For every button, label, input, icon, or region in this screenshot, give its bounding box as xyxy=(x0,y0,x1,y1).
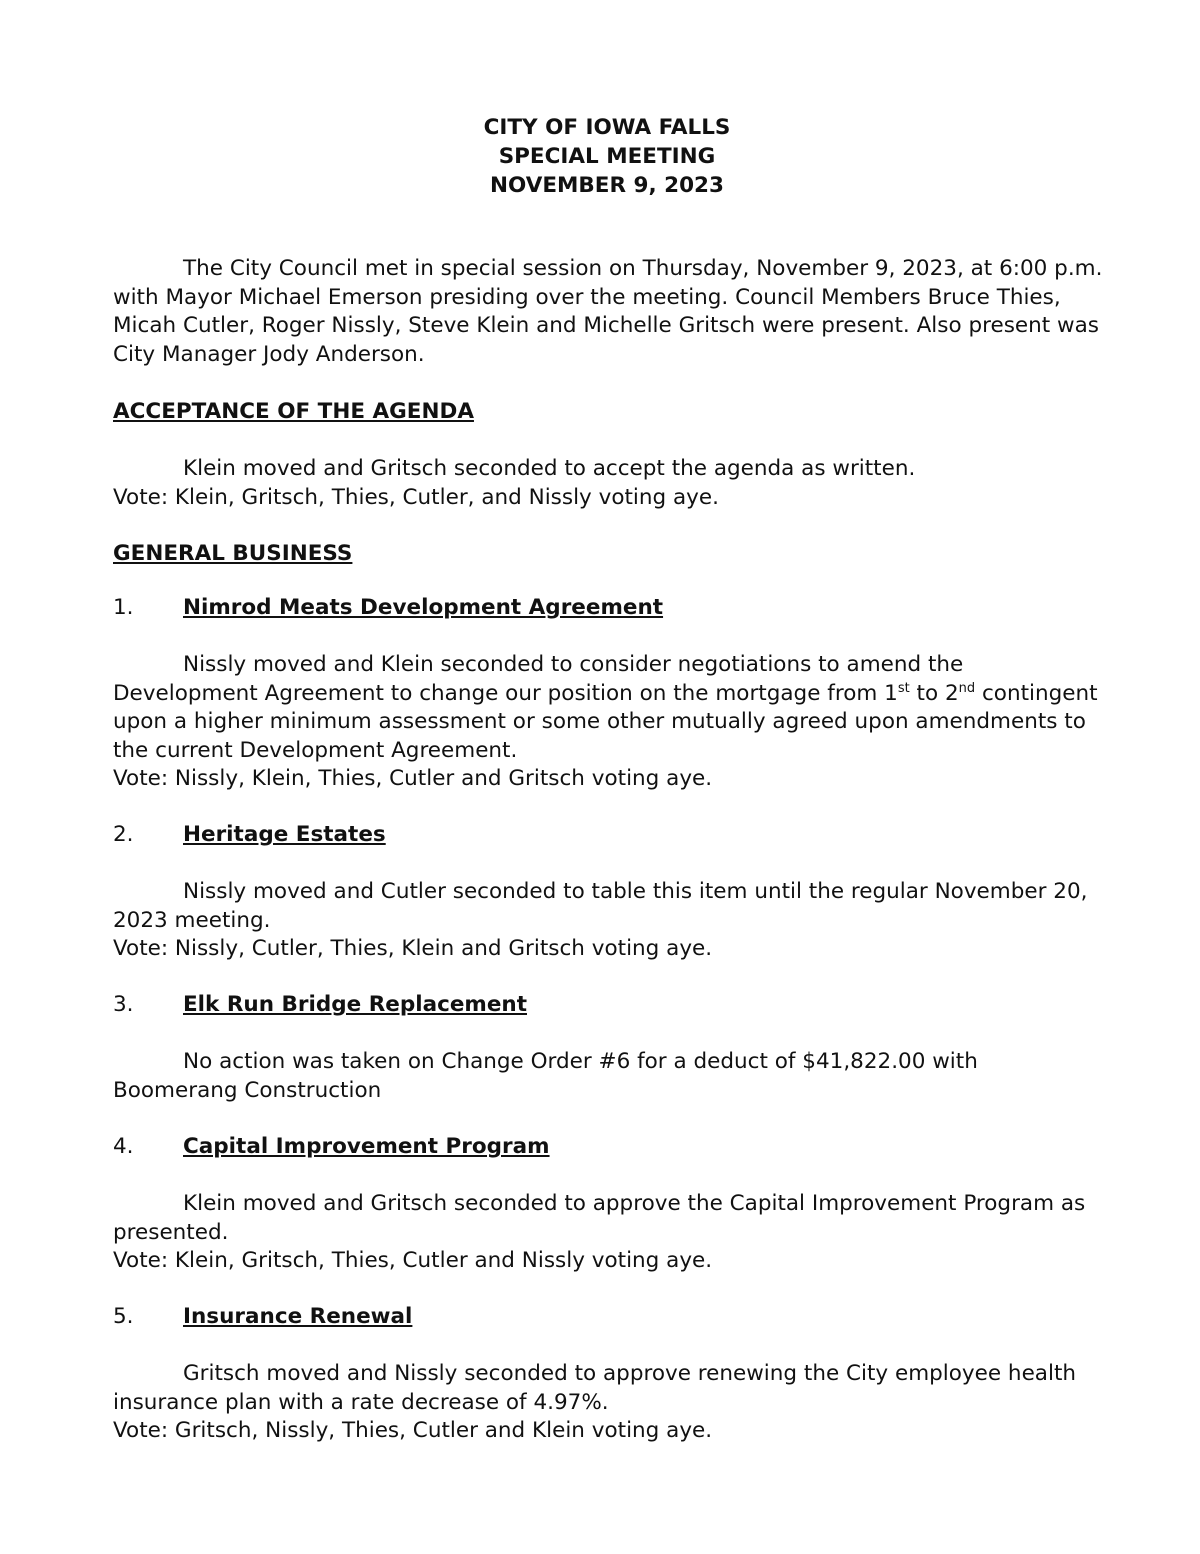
agenda-motion-paragraph xyxy=(113,455,1103,512)
ordinal-suffix: st xyxy=(897,680,910,696)
item-number: 5. xyxy=(113,1304,134,1329)
item-title-elk-run-bridge: Elk Run Bridge Replacement xyxy=(183,992,527,1017)
item-title-heritage-estates: Heritage Estates xyxy=(183,822,386,847)
document-title-date: NOVEMBER 9, 2023 xyxy=(490,173,724,198)
item-motion-paragraph: No action was taken on Change Order #6 for a deduct of $41,822.00 with Boomerang Construction xyxy=(113,1049,978,1103)
item-title-insurance-renewal: Insurance Renewal xyxy=(183,1304,413,1329)
item-vote: Vote: Nissly, Cutler, Thies, Klein and Gritsch voting aye. xyxy=(113,936,713,962)
item-number: 4. xyxy=(113,1134,134,1159)
item-vote: Vote: Nissly, Klein, Thies, Cutler and Gritsch voting aye. xyxy=(113,766,713,792)
agenda-vote: Vote: Klein, Gritsch, Thies, Cutler, and Nissly voting aye. xyxy=(113,484,719,510)
document-title-meeting-type: SPECIAL MEETING xyxy=(498,144,716,169)
ordinal-suffix: nd xyxy=(958,680,976,696)
item-number: 2. xyxy=(113,822,134,847)
item-motion-paragraph: Klein moved and Gritsch seconded to approve the Capital Improvement Program as presented. Vote: Klein, Gritsch, Thies, Cutler and Nissly voting aye. xyxy=(113,1190,1103,1276)
item-vote: Vote: Gritsch, Nissly, Thies, Cutler and Klein voting aye. xyxy=(113,1418,713,1444)
item-motion-paragraph: Gritsch moved and Nissly seconded to approve renewing the City employee health insurance plan with a rate decrease of 4.97%. Vote: Gritsch, Nissly, Thies, Cutler and Klein voting aye. xyxy=(113,1360,1103,1446)
section-heading-agenda: ACCEPTANCE OF THE AGENDA xyxy=(113,399,474,424)
item-motion-paragraph: Nissly moved and Cutler seconded to table this item until the regular November 20, 2023 meeting. Vote: Nissly, Cutler, Thies, Klein and Gritsch voting aye. xyxy=(113,878,1103,964)
item-vote: Vote: Klein, Gritsch, Thies, Cutler and Nissly voting aye. xyxy=(113,1248,713,1274)
intro-paragraph: The City Council met in special session on Thursday, November 9, 2023, at 6:00 p.m. with Mayor Michael Emerson presiding over the meeting. Council Members Bruce Thies, Micah Cutler, Roger Nissly, Steve Klein and Michelle Gritsch were present. Also present was City Manager Jody Anderson. xyxy=(113,256,1103,367)
section-heading-general-business: GENERAL BUSINESS xyxy=(113,541,353,566)
agenda-motion: Klein moved and Gritsch seconded to accept the agenda as written. xyxy=(183,456,916,481)
item-title-nimrod-meats: Nimrod Meats Development Agreement xyxy=(183,595,664,620)
item-number: 1. xyxy=(113,595,134,620)
item-motion-paragraph: Nissly moved and Klein seconded to consider negotiations to amend the Development Agreement to change our position on the mortgage from 1st to 2nd contingent upon a higher minimum assessment or some other mutually agreed upon amendments to the current Development Agreement. Vote: Nissly, Klein, Thies, Cutler and Gritsch voting aye. xyxy=(113,651,1103,794)
item-title-capital-improvement: Capital Improvement Program xyxy=(183,1134,550,1159)
item-number: 3. xyxy=(113,992,134,1017)
document-title-city: CITY OF IOWA FALLS xyxy=(483,115,731,140)
